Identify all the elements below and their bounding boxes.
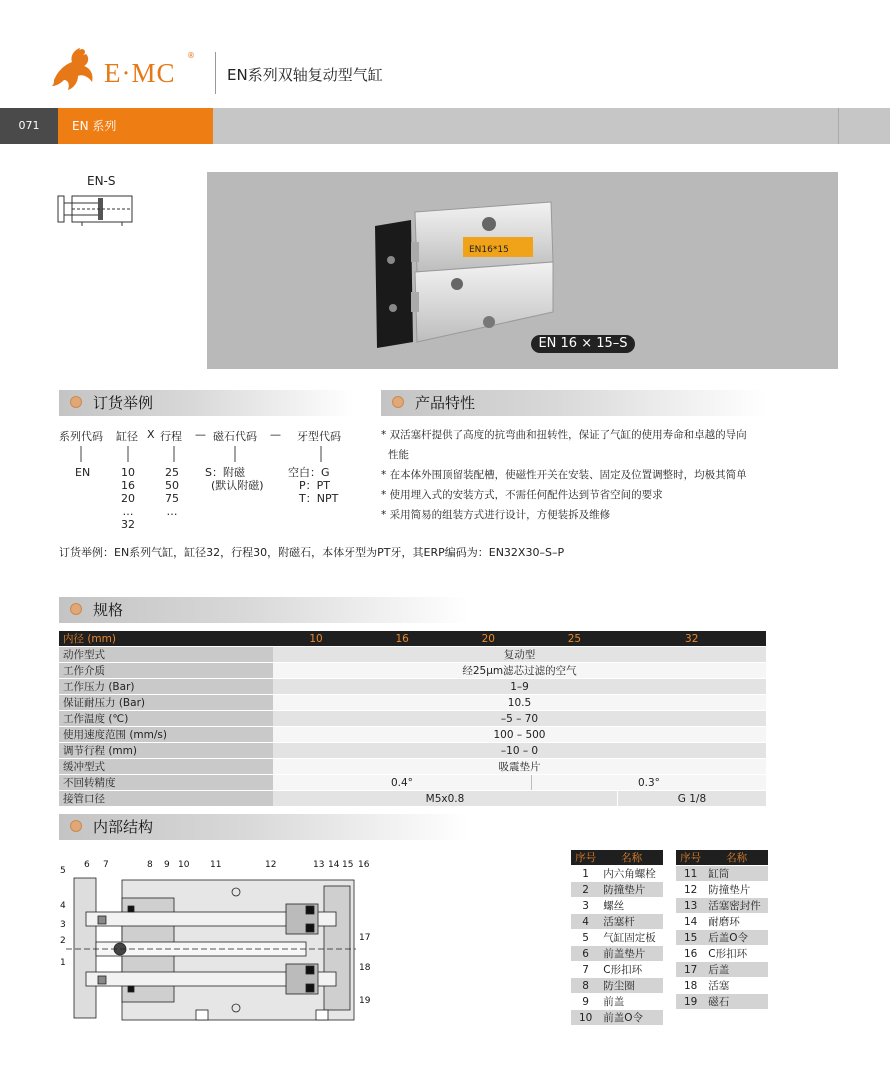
callout-number: 8 xyxy=(147,860,153,870)
thread-value: T：NPT xyxy=(299,492,339,505)
spec-value: 吸震垫片 xyxy=(273,759,766,775)
part-name: 防撞垫片 xyxy=(600,882,663,898)
band-divider xyxy=(838,108,839,144)
callout-number: 1 xyxy=(60,958,66,968)
part-no: 18 xyxy=(676,978,705,994)
part-no: 9 xyxy=(571,994,600,1010)
legend-row xyxy=(676,946,768,962)
spec-row xyxy=(59,679,766,695)
section-spec xyxy=(59,597,469,623)
order-connector-lines xyxy=(59,444,359,464)
spec-row xyxy=(59,791,766,807)
cylinder-symbol xyxy=(52,192,140,230)
section-order xyxy=(59,390,354,416)
part-name: C形扣环 xyxy=(705,946,768,962)
part-no: 5 xyxy=(571,930,600,946)
stroke-value: … xyxy=(166,505,178,518)
section-title: 规格 xyxy=(93,601,124,619)
part-name: 活塞密封件 xyxy=(705,898,768,914)
parts-legend-a xyxy=(571,850,663,1026)
spec-row xyxy=(59,743,766,759)
spec-value: 复动型 xyxy=(273,647,766,663)
callout-number: 7 xyxy=(103,860,109,870)
order-example-text: 订货举例：EN系列气缸，缸径32，行程30，附磁石，本体牙型为PT牙，其ERP编码为：EN32X30–S–P xyxy=(59,546,565,559)
callout-number: 10 xyxy=(178,860,190,870)
spec-header-cell: 25 xyxy=(531,631,617,647)
section-title: 订货举例 xyxy=(93,394,154,412)
bore-value: 20 xyxy=(121,492,135,505)
cylinder-symbol-icon xyxy=(52,192,140,226)
magnet-value: (默认附磁) xyxy=(211,479,264,492)
bore-value: … xyxy=(122,505,134,518)
section-title: 内部结构 xyxy=(93,818,154,836)
legend-row xyxy=(571,1010,663,1026)
part-name: 前盖 xyxy=(600,994,663,1010)
bore-value: 32 xyxy=(121,518,135,531)
spec-value: G 1/8 xyxy=(617,791,766,807)
callout-number: 16 xyxy=(358,860,370,870)
spec-row xyxy=(59,775,766,791)
part-no: 15 xyxy=(676,930,705,946)
order-magnet-values xyxy=(205,466,264,492)
order-thread-values xyxy=(288,466,338,505)
spec-header-cell: 10 xyxy=(273,631,359,647)
spec-label: 使用速度范围 (mm/s) xyxy=(59,727,273,743)
legend-header-row xyxy=(571,850,663,866)
legend-head: 名称 xyxy=(705,850,768,866)
order-col-head: X xyxy=(147,428,155,441)
spec-table xyxy=(59,631,766,807)
callout-number: 13 xyxy=(313,860,325,870)
spec-value: 10.5 xyxy=(273,695,766,711)
part-no: 2 xyxy=(571,882,600,898)
spec-label: 动作型式 xyxy=(59,647,273,663)
part-name: 防撞垫片 xyxy=(705,882,768,898)
spec-label: 工作温度 (℃) xyxy=(59,711,273,727)
legend-row xyxy=(676,962,768,978)
legend-head: 序号 xyxy=(676,850,705,866)
thread-value: P：PT xyxy=(299,479,330,492)
stroke-value: 50 xyxy=(165,479,179,492)
order-bore-values xyxy=(121,466,135,531)
part-name: 磁石 xyxy=(705,994,768,1010)
order-col-head: 缸径 xyxy=(116,430,138,443)
order-col-head: 行程 xyxy=(160,430,182,443)
part-name: 螺丝 xyxy=(600,898,663,914)
part-no: 16 xyxy=(676,946,705,962)
legend-row xyxy=(571,994,663,1010)
part-name: 后盖O令 xyxy=(705,930,768,946)
part-no: 13 xyxy=(676,898,705,914)
part-no: 7 xyxy=(571,962,600,978)
legend-row xyxy=(571,882,663,898)
legend-row xyxy=(676,994,768,1010)
legend-row xyxy=(571,930,663,946)
spec-header-cell: 32 xyxy=(617,631,766,647)
spec-value: –5 – 70 xyxy=(273,711,766,727)
legend-row xyxy=(676,914,768,930)
spec-value: 1–9 xyxy=(273,679,766,695)
section-bullet-icon xyxy=(392,396,404,408)
spec-label: 调节行程 (mm) xyxy=(59,743,273,759)
spec-header-cell: 内径 (mm) xyxy=(59,631,273,647)
spec-row xyxy=(59,727,766,743)
spec-value: 0.3° xyxy=(531,775,766,791)
callout-number: 9 xyxy=(164,860,170,870)
series-tab: EN 系列 xyxy=(58,108,213,144)
spec-label: 工作压力 (Bar) xyxy=(59,679,273,695)
legend-row xyxy=(571,978,663,994)
cross-section-drawing-icon xyxy=(56,858,376,1028)
structure-drawing xyxy=(56,858,376,1028)
legend-row xyxy=(676,978,768,994)
legend-row xyxy=(676,882,768,898)
part-name: 活塞 xyxy=(705,978,768,994)
feature-item: * 采用简易的组装方式进行设计，方便装拆及维修 xyxy=(381,509,611,521)
part-name: 缸筒 xyxy=(705,866,768,882)
part-name: 气缸固定板 xyxy=(600,930,663,946)
order-stroke-values xyxy=(164,466,180,518)
spec-value: M5x0.8 xyxy=(273,791,617,807)
callout-number: 15 xyxy=(342,860,354,870)
callout-number: 3 xyxy=(60,920,66,930)
stroke-value: 75 xyxy=(165,492,179,505)
spec-value: 100 – 500 xyxy=(273,727,766,743)
spec-label: 接管口径 xyxy=(59,791,273,807)
header-divider xyxy=(215,52,216,94)
brand-registered-mark: ® xyxy=(187,51,195,60)
spec-label: 不回转精度 xyxy=(59,775,273,791)
spec-row xyxy=(59,759,766,775)
order-col-head: 牙型代码 xyxy=(297,430,341,443)
spec-value: –10 – 0 xyxy=(273,743,766,759)
section-bullet-icon xyxy=(70,820,82,832)
product-photo xyxy=(207,172,838,369)
legend-row xyxy=(571,946,663,962)
page-number: 071 xyxy=(0,108,58,144)
callout-number: 12 xyxy=(265,860,277,870)
order-col-head: — xyxy=(270,428,281,441)
feature-item: 性能 xyxy=(388,449,409,461)
magnet-value: S：附磁 xyxy=(205,466,245,479)
part-no: 11 xyxy=(676,866,705,882)
legend-head: 序号 xyxy=(571,850,600,866)
structure-callouts-top xyxy=(56,860,376,872)
model-label: EN-S xyxy=(87,174,116,188)
order-series-value: EN xyxy=(75,466,91,479)
order-col-head: 磁石代码 xyxy=(213,430,257,443)
spec-label: 缓冲型式 xyxy=(59,759,273,775)
part-no: 14 xyxy=(676,914,705,930)
legend-row xyxy=(676,866,768,882)
brand-name: E·MC xyxy=(104,58,176,88)
spec-row xyxy=(59,711,766,727)
section-title: 产品特性 xyxy=(415,394,476,412)
callout-number: 11 xyxy=(210,860,222,870)
section-structure xyxy=(59,814,469,840)
legend-row xyxy=(571,914,663,930)
horse-rider-logo-icon xyxy=(48,40,104,96)
spec-header-cell: 20 xyxy=(445,631,531,647)
spec-header-cell: 16 xyxy=(359,631,445,647)
order-col-head: — xyxy=(195,428,206,441)
section-features xyxy=(381,390,766,416)
brand-logo xyxy=(48,40,104,96)
part-no: 12 xyxy=(676,882,705,898)
spec-label: 工作介质 xyxy=(59,663,273,679)
feature-item: * 在本体外围顶留装配槽，使磁性开关在安装、固定及位置调整时，均极其简单 xyxy=(381,469,747,481)
spec-header-row xyxy=(59,631,766,647)
bore-value: 16 xyxy=(121,479,135,492)
order-col-head: 系列代码 xyxy=(59,430,103,443)
feature-list xyxy=(381,425,776,525)
part-no: 6 xyxy=(571,946,600,962)
part-name: 防尘圈 xyxy=(600,978,663,994)
spec-row xyxy=(59,647,766,663)
part-no: 17 xyxy=(676,962,705,978)
legend-row xyxy=(571,898,663,914)
callout-number: 5 xyxy=(60,866,66,876)
callout-number: 19 xyxy=(359,996,371,1006)
part-no: 8 xyxy=(571,978,600,994)
part-name: 后盖 xyxy=(705,962,768,978)
section-bullet-icon xyxy=(70,396,82,408)
feature-item: * 使用埋入式的安装方式，不需任何配件达到节省空间的要求 xyxy=(381,489,663,501)
part-no: 10 xyxy=(571,1010,600,1026)
part-no: 1 xyxy=(571,866,600,882)
part-name: C形扣环 xyxy=(600,962,663,978)
part-name: 前盖垫片 xyxy=(600,946,663,962)
legend-header-row xyxy=(676,850,768,866)
callout-number: 14 xyxy=(328,860,340,870)
part-no: 19 xyxy=(676,994,705,1010)
callout-number: 17 xyxy=(359,933,371,943)
spec-value: 0.4° xyxy=(273,775,531,791)
page-title: EN系列双轴复动型气缸 xyxy=(227,66,383,84)
thread-value: 空白：G xyxy=(288,466,330,479)
spec-row xyxy=(59,663,766,679)
cylinder-photo-icon xyxy=(207,172,838,369)
feature-item: * 双活塞杆提供了高度的抗弯曲和扭转性，保证了气缸的使用寿命和卓越的导向 xyxy=(381,429,747,441)
bore-value: 10 xyxy=(121,466,135,479)
legend-row xyxy=(571,866,663,882)
product-label-text: EN16*15 xyxy=(469,245,509,255)
stroke-value: 25 xyxy=(165,466,179,479)
spec-label: 保证耐压力 (Bar) xyxy=(59,695,273,711)
part-name: 耐磨环 xyxy=(705,914,768,930)
part-name: 内六角螺栓 xyxy=(600,866,663,882)
callout-number: 4 xyxy=(60,901,66,911)
callout-number: 2 xyxy=(60,936,66,946)
spec-value: 经25μm滤芯过滤的空气 xyxy=(273,663,766,679)
legend-row xyxy=(676,898,768,914)
photo-caption: EN 16 × 15–S xyxy=(531,335,635,353)
part-name: 前盖O令 xyxy=(600,1010,663,1026)
parts-legend-b xyxy=(676,850,768,1010)
legend-head: 名称 xyxy=(600,850,663,866)
legend-row xyxy=(676,930,768,946)
spec-row xyxy=(59,695,766,711)
section-bullet-icon xyxy=(70,603,82,615)
part-no: 3 xyxy=(571,898,600,914)
legend-row xyxy=(571,962,663,978)
callout-number: 6 xyxy=(84,860,90,870)
part-name: 活塞杆 xyxy=(600,914,663,930)
callout-number: 18 xyxy=(359,963,371,973)
part-no: 4 xyxy=(571,914,600,930)
